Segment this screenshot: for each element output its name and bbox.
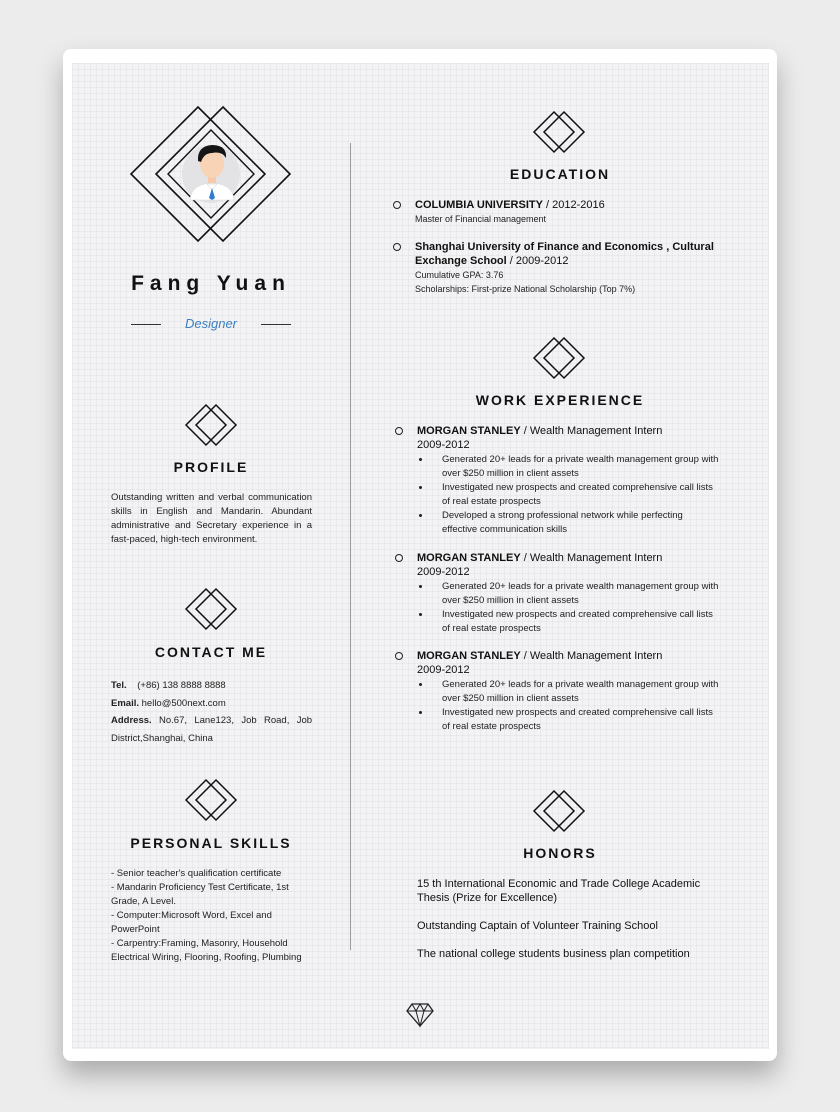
- job-bullet: Developed a strong professional network while perfecting effective communication skills: [442, 509, 720, 537]
- contact-email: [111, 695, 312, 713]
- honor-item: The national college students business plan competition: [417, 948, 690, 960]
- job-bullets: [417, 678, 720, 734]
- candidate-role: Designer: [184, 316, 238, 331]
- job-bullet: Generated 20+ leads for a private wealth management group with over $250 million in client assets: [442, 679, 719, 704]
- job-bullet: Investigated new prospects and created comprehensive call lists of real estate prospects: [442, 481, 720, 509]
- honors-title: HONORS: [523, 845, 597, 861]
- job-position: / Wealth Management Intern: [520, 650, 663, 662]
- education-title: EDUCATION: [509, 166, 611, 182]
- job-position: / Wealth Management Intern: [520, 552, 663, 564]
- profile-title: PROFILE: [173, 459, 249, 475]
- email-value[interactable]: hello@500next.com: [141, 697, 226, 709]
- job-item: [395, 551, 720, 636]
- work-title: WORK EXPERIENCE: [475, 392, 645, 408]
- gem-icon: [406, 1003, 434, 1027]
- company-name: MORGAN STANLEY: [417, 552, 521, 564]
- education-item: [393, 240, 723, 296]
- school-period: / 2009-2012: [506, 255, 569, 267]
- job-bullet: Investigated new prospects and created comprehensive call lists of real estate prospects: [442, 706, 720, 734]
- school-detail: Scholarships: First-prize National Scholarship (Top 7%): [415, 284, 636, 294]
- contact-tel: [111, 677, 312, 695]
- timeline-circle-icon: [395, 554, 403, 562]
- job-bullets: [417, 580, 720, 636]
- timeline-circle-icon: [395, 427, 403, 435]
- candidate-name: Fang Yuan: [131, 272, 291, 295]
- job-period: 2009-2012: [417, 664, 470, 676]
- timeline-circle-icon: [395, 652, 403, 660]
- skill-item: - Mandarin Proficiency Test Certificate, 1st Grade, A Level.: [111, 882, 289, 907]
- skill-item: - Carpentry:Framing, Masonry, Household Electrical Wiring, Flooring, Roofing, Plumbing: [111, 938, 302, 963]
- job-period: 2009-2012: [417, 439, 470, 451]
- skills-title: PERSONAL SKILLS: [130, 835, 292, 851]
- tel-value[interactable]: (+86) 138 8888 8888: [137, 680, 226, 691]
- timeline-circle-icon: [393, 243, 401, 251]
- contact-title: CONTACT ME: [154, 644, 268, 660]
- company-name: MORGAN STANLEY: [417, 650, 521, 662]
- double-diamond-icon: [186, 588, 238, 630]
- job-period: 2009-2012: [417, 566, 470, 578]
- address-label: Address.: [111, 715, 152, 726]
- skill-item: - Senior teacher's qualification certificate: [111, 868, 282, 879]
- double-diamond-icon: [534, 790, 586, 832]
- address-value: No.67, Lane123, Job Road, Job District,Shanghai, China: [111, 715, 313, 744]
- job-bullet: Investigated new prospects and created comprehensive call lists of real estate prospects: [442, 608, 720, 636]
- skill-item: - Computer:Microsoft Word, Excel and PowerPoint: [111, 910, 272, 935]
- school-period: / 2012-2016: [542, 199, 605, 211]
- honor-item: 15 th International Economic and Trade College Academic Thesis (Prize for Excellence): [417, 878, 701, 904]
- job-bullets: [417, 453, 720, 537]
- timeline-circle-icon: [393, 201, 401, 209]
- job-position: / Wealth Management Intern: [520, 425, 663, 437]
- contact-block: [111, 677, 312, 747]
- school-name: COLUMBIA UNIVERSITY: [415, 199, 543, 211]
- profile-text: Outstanding written and verbal communication skills in English and Mandarin. Abundant administrative and Secretary experience in a fast-paced, high-tech environment.: [111, 492, 312, 545]
- skills-list: [111, 867, 312, 965]
- double-diamond-icon: [186, 404, 238, 446]
- job-item: [395, 424, 720, 537]
- double-diamond-icon: [534, 111, 586, 153]
- role-line-right: [261, 324, 291, 325]
- email-label: Email.: [111, 697, 139, 709]
- column-divider: [350, 143, 351, 950]
- honor-item: Outstanding Captain of Volunteer Training School: [417, 920, 658, 932]
- double-diamond-icon: [186, 779, 238, 821]
- school-detail: Master of Financial management: [415, 214, 547, 224]
- candidate-role-row: [111, 315, 311, 335]
- job-bullet: Generated 20+ leads for a private wealth management group with over $250 million in client assets: [442, 454, 719, 479]
- school-name: Shanghai University of Finance and Economics , Cultural Exchange School: [415, 241, 714, 267]
- company-name: MORGAN STANLEY: [417, 425, 521, 437]
- contact-address: [111, 712, 312, 747]
- education-item: [393, 198, 723, 226]
- double-diamond-icon: [534, 337, 586, 379]
- job-item: [395, 649, 720, 734]
- male-avatar-icon: [182, 140, 242, 202]
- job-bullet: Generated 20+ leads for a private wealth management group with over $250 million in client assets: [442, 581, 719, 606]
- tel-label: Tel.: [111, 680, 127, 691]
- school-detail: Cumulative GPA: 3.76: [415, 270, 504, 280]
